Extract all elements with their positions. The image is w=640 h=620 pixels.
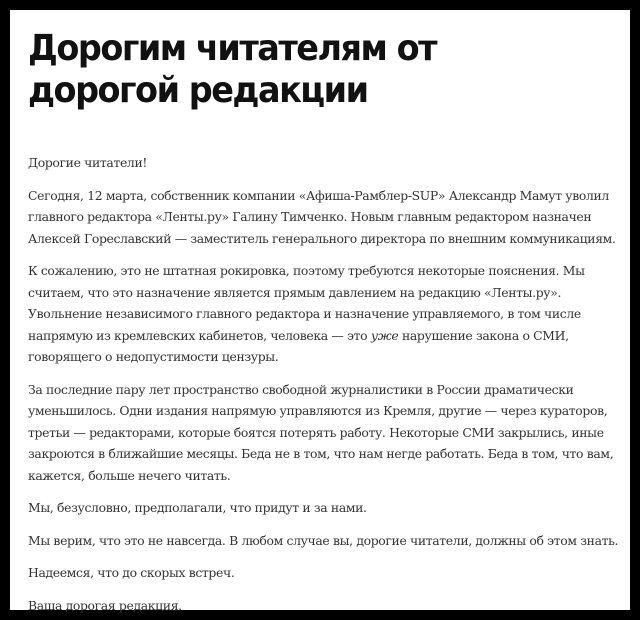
signature-paragraph: Ваша дорогая редакция.: [28, 597, 182, 613]
paragraph-text: нарушение закона о СМИ, говорящего о недопустимости цензуры.: [28, 327, 569, 364]
article-title: Дорогим читателям от дорогой редакции: [28, 28, 437, 111]
body-paragraph: Мы верим, что это не навсегда. В любом случае вы, дорогие читатели, должны об этом знать.: [28, 532, 619, 548]
body-paragraph: [28, 260, 628, 368]
body-paragraph: Мы, безусловно, предполагали, что придут и за нами.: [28, 500, 367, 515]
greeting-paragraph: Дорогие читатели!: [28, 155, 147, 170]
paragraph-text: К сожалению, это не штатная рокировка, поэтому требуются некоторые пояснения. Мы считаем, что это назначение является прямым давлением на редакцию «Ленты.ру». Увольнение независимого главного редактора и назначение управляемого, в том числе напрямую из кремлевских кабинетов, человека — это: [28, 263, 585, 343]
article-body: [28, 152, 628, 616]
emphasis-text: уже: [370, 327, 399, 343]
body-paragraph: За последние пару лет пространство свободной журналистики в России драматически уменьшилось. Одни издания напрямую управляются из Кремля, другие — через кураторов, третьи — редакторами, которые боятся потерять работу. Некоторые СМИ закрылись, иные закроются в ближайшие месяцы. Беда не в том, что нам негде работать. Беда в том, что вам, кажется, больше нечего читать.: [28, 381, 614, 483]
body-paragraph: Надеемся, что до скорых встреч.: [28, 565, 235, 580]
body-paragraph: Сегодня, 12 марта, собственник компании «Афиша-Рамблер-SUP» Александр Мамут уволил главного редактора «Ленты.ру» Галину Тимченко. Новым главным редактором назначен Алексей Гореславский — заместитель генерального директора по внешним коммуникациям.: [28, 187, 616, 246]
article-page: [10, 10, 630, 613]
